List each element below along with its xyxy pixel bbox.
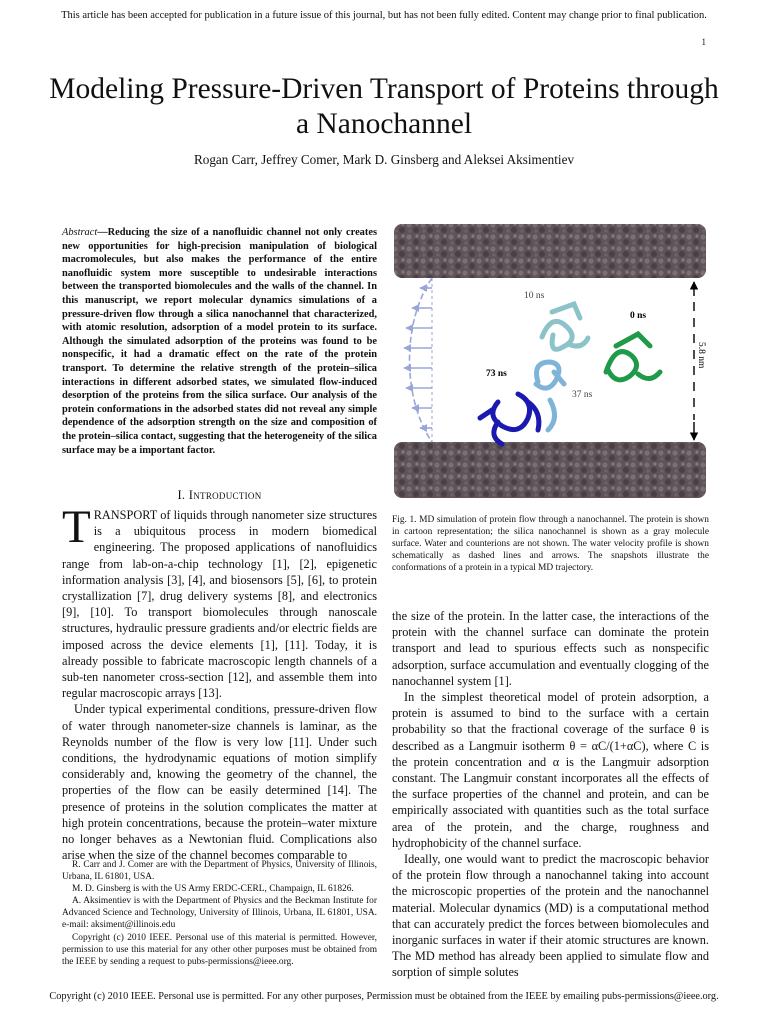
figure-1-nanochannel xyxy=(392,222,709,502)
intro-paragraph-2: Under typical experimental conditions, pressure-driven flow of water through nanometer-size channels is laminar, as the Reynolds number of the flow is very low [11]. Under such conditions, the hydrodynamic equations of motion simplify considerably and, knowing the geometry of the channel, the properties of the flow can be easily determined [14]. The presence of proteins in the solution complicates the matter at high protein concentrations, because the protein–water mixture no longer behaves as a Newtonian fluid. Complications also arise when the size of the channel becomes comparable to xyxy=(62,702,377,863)
page-number: 1 xyxy=(701,37,706,47)
right-column-body xyxy=(392,608,709,981)
label-37ns: 37 ns xyxy=(572,390,593,400)
paper-title: Modeling Pressure-Driven Transport of Proteins through a Nanochannel xyxy=(49,73,719,140)
abstract-text: —Reducing the size of a nanofluidic channel not only creates new opportunities for high-precision manipulation of biological macromolecules, but also makes the performance of the entire nanofluidic system more susceptible to undesirable interactions between the transported biomolecules and the walls of the channel. In this manuscript, we report molecular dynamics simulations of a pressure-driven flow through a silica nanochannel that characterized, with atomic resolution, adsorption of a model protein to its surface. Although the simulated adsorption of the proteins was found to be nonspecific, it had a dramatic effect on the rate of the protein transport. To determine the relative strength of the protein–silica interactions in different adsorbed states, we simulated flow-induced desorption of the proteins from the silica surface. Our analysis of the protein conformations in the adsorbed states did not reveal any simple dependence of the adsorption strength on the size and composition of the protein–silica contact, suggesting that the heterogeneity of the silica surface may be a important factor. xyxy=(62,227,377,456)
velocity-profile xyxy=(404,278,432,442)
figure-1-graphic xyxy=(392,222,709,502)
footnote: M. D. Ginsberg is with the US Army ERDC-CERL, Champaign, IL 61826. xyxy=(72,884,354,895)
intro-paragraph-1 xyxy=(62,501,377,701)
footnote: Copyright (c) 2010 IEEE. Personal use of this material is permitted. However, permission to use this material for any other other purposes must be obtained from the IEEE by sending a request to pubs-permissions@ieee.org. xyxy=(62,932,377,967)
body-paragraph: Ideally, one would want to predict the macroscopic behavior of the protein flow through a nanochannel taking into account the microscopic properties of the protein and the nanochannel material. Molecular dynamics (MD) is a computational method that can accurately predict the forces between biomolecules and inorganic surfaces in water if their atomic structures are known. The MD method has already been applied to simulate flow and sorption of simple solutes xyxy=(392,852,709,980)
label-73ns: 73 ns xyxy=(486,369,507,379)
author-list: Rogan Carr, Jeffrey Comer, Mark D. Ginsberg and Aleksei Aksimentiev xyxy=(193,152,575,167)
journal-notice: This article has been accepted for publication in a future issue of this journal, but has not been fully edited. Content may change prior to final publication. xyxy=(61,10,707,21)
silica-wall-bottom xyxy=(394,442,706,498)
copyright-footer: Copyright (c) 2010 IEEE. Personal use is permitted. For any other purposes, Permission must be obtained from the IEEE by emailing pubs-permissions@ieee.org. xyxy=(49,991,719,1002)
intro-paragraph-1-text: RANSPORT of liquids through nanometer size structures is a ubiquitous process in modern biomedical engineering. The proposed applications of nanofluidics range from lab-on-a-chip technology [1], [2], epigenetic information analysis [3], [4], and biosensors [5], [6], to protein crystallization [7], drug delivery systems [8], and electronics [9], [10]. To transport biomolecules through nanoscale structures, hydraulic pressure gradients and/or electric fields are imposed across the device elements [1], [11]. Today, it is already possible to fabricate macroscopic length channels of a sub-ten nanometer cross-section [12], and assemble them into regular macroscopic arrays [13]. xyxy=(62,508,377,701)
author-footnotes xyxy=(62,859,377,968)
footnote: A. Aksimentiev is with the Department of Physics and the Beckman Institute for Advanced Science and Technology, University of Illinois, Urbana, IL 61801, USA. e-mail: aksiment@illinois.edu xyxy=(62,896,377,931)
silica-wall-top xyxy=(394,224,706,278)
protein-snapshot-73ns xyxy=(480,394,539,444)
label-0ns: 0 ns xyxy=(630,311,647,321)
body-paragraph: the size of the protein. In the latter case, the interactions of the protein with the channel surface can dominate the protein transport and lead to spurious effects such as nonspecific adsorption, surface accumulation and eventually clogging of the nanochannel system [1]. xyxy=(392,609,709,688)
label-10ns: 10 ns xyxy=(524,291,545,301)
footnote: R. Carr and J. Comer are with the Department of Physics, University of Illinois, Urbana, IL 61801, USA. xyxy=(62,860,377,883)
protein-snapshot-10ns xyxy=(542,304,588,349)
protein-snapshot-0ns xyxy=(606,334,660,380)
label-channel-width: 5.8 nm xyxy=(696,342,706,369)
drop-cap: T xyxy=(62,501,91,553)
introduction-body xyxy=(62,501,377,863)
abstract xyxy=(62,226,377,457)
abstract-label: Abstract xyxy=(62,227,98,238)
section-heading-introduction: I. Introduction xyxy=(177,488,262,502)
figure-1-caption: Fig. 1. MD simulation of protein flow through a nanochannel. The protein is shown in cartoon representation; the silica nanochannel is shown as a gray molecule surface. Water and counterions are not shown. The water velocity profile is shown schematically as dashed lines and arrows. The snapshots illustrate the conformations of a protein in a typical MD trajectory. xyxy=(392,515,709,574)
body-paragraph: In the simplest theoretical model of protein adsorption, a protein is assumed to bind to the surface with a certain probability so that the fractional coverage of the surface θ is described as a Langmuir isotherm θ = αC/(1+αC), where C is the protein concentration and α is the Langmuir adsorption constant. The Langmuir constant incorporates all the effects of the surface properties of the channel and protein, and can be empirically associated with quantities such as the total surface area of the protein, and the charge, roughness and hydrophobicity of the channel surface. xyxy=(392,690,709,850)
